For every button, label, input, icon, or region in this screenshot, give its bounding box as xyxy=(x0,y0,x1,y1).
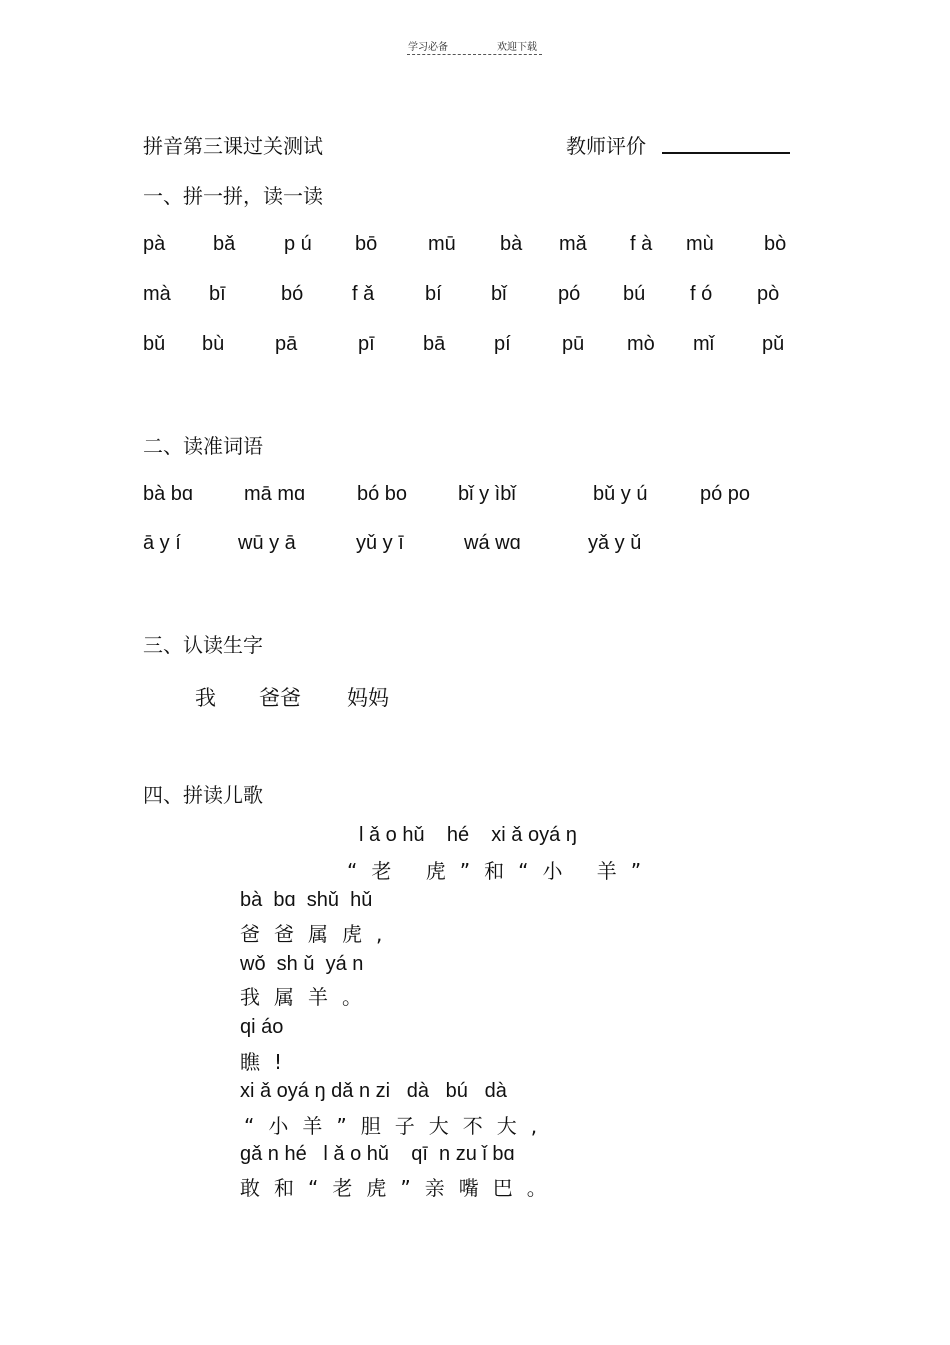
syllable: pó xyxy=(558,283,581,305)
poem-line-pinyin: bà bɑ shǔ hǔ xyxy=(240,889,373,911)
syllable: f ó xyxy=(690,283,713,305)
syllable: bī xyxy=(209,283,226,305)
word: ā y í xyxy=(143,532,181,554)
poem-title-pinyin: l ǎ o hǔ hé xi ǎ oyá ŋ xyxy=(359,824,577,846)
word: wá wɑ xyxy=(464,532,521,554)
word: wū y ā xyxy=(238,532,296,554)
header-left: 学习必备 xyxy=(408,42,448,53)
syllable: mǎ xyxy=(559,233,587,255)
syllable: mū xyxy=(428,233,456,255)
header-divider xyxy=(407,54,542,55)
poem-line: “小羊”胆子大不大, xyxy=(244,1114,552,1138)
syllable: bò xyxy=(764,233,787,255)
syllable: pā xyxy=(275,333,298,355)
syllable: f à xyxy=(630,233,653,255)
poem-line: 我属羊。 xyxy=(240,985,376,1009)
poem-line-pinyin: wǒ sh ǔ yá n xyxy=(240,953,364,975)
character: 妈妈 xyxy=(347,686,389,710)
syllable: mà xyxy=(143,283,171,305)
syllable: pà xyxy=(143,233,166,255)
word: pó po xyxy=(700,483,751,505)
word: bó bo xyxy=(357,483,408,505)
syllable: mò xyxy=(627,333,655,355)
syllable: bǐ xyxy=(491,283,507,305)
syllable: bǎ xyxy=(213,233,236,255)
poem-line-pinyin: xi ǎ oyá ŋ dǎ n zi dà bú dà xyxy=(240,1080,507,1102)
character: 爸爸 xyxy=(259,686,301,710)
word: bǔ y ú xyxy=(593,483,648,505)
word: yǔ y ī xyxy=(356,532,404,554)
syllable: bā xyxy=(423,333,446,355)
syllable: bó xyxy=(281,283,304,305)
section3-heading: 三、认读生字 xyxy=(143,633,263,657)
syllable: pò xyxy=(757,283,780,305)
syllable: p ú xyxy=(284,233,312,255)
syllable: bù xyxy=(202,333,225,355)
syllable: bō xyxy=(355,233,378,255)
syllable: pǔ xyxy=(762,333,785,355)
section4-heading: 四、拼读儿歌 xyxy=(143,783,263,807)
syllable: pū xyxy=(562,333,585,355)
word: bà bɑ xyxy=(143,483,194,505)
section2-heading: 二、读准词语 xyxy=(143,434,263,458)
character: 我 xyxy=(195,686,216,710)
poem-line: 爸爸属虎, xyxy=(240,922,397,946)
teacher-eval-blank xyxy=(662,152,790,154)
word: mā mɑ xyxy=(244,483,306,505)
syllable: bǔ xyxy=(143,333,166,355)
teacher-eval-label: 教师评价 xyxy=(566,134,646,158)
word: bǐ y ìbǐ xyxy=(458,483,516,505)
poem-line-pinyin: qi áo xyxy=(240,1016,284,1038)
syllable: bà xyxy=(500,233,523,255)
syllable: mù xyxy=(686,233,714,255)
header-right: 欢迎下载 xyxy=(497,42,537,53)
page-title: 拼音第三课过关测试 xyxy=(143,134,323,158)
syllable: bí xyxy=(425,283,442,305)
poem-line-pinyin: gǎ n hé l ǎ o hǔ qī n zu ǐ bɑ xyxy=(240,1143,515,1165)
syllable: f ǎ xyxy=(352,283,375,305)
syllable: pí xyxy=(494,333,511,355)
syllable: pī xyxy=(358,333,375,355)
poem-title: “老 虎”和“小 羊” xyxy=(347,859,656,883)
poem-line: 敢和“老虎”亲嘴巴。 xyxy=(240,1176,561,1200)
syllable: mǐ xyxy=(693,333,715,355)
word: yǎ y ǔ xyxy=(588,532,642,554)
section1-heading: 一、拼一拼，读一读 xyxy=(143,184,323,208)
poem-line: 瞧! xyxy=(240,1050,297,1074)
syllable: bú xyxy=(623,283,646,305)
